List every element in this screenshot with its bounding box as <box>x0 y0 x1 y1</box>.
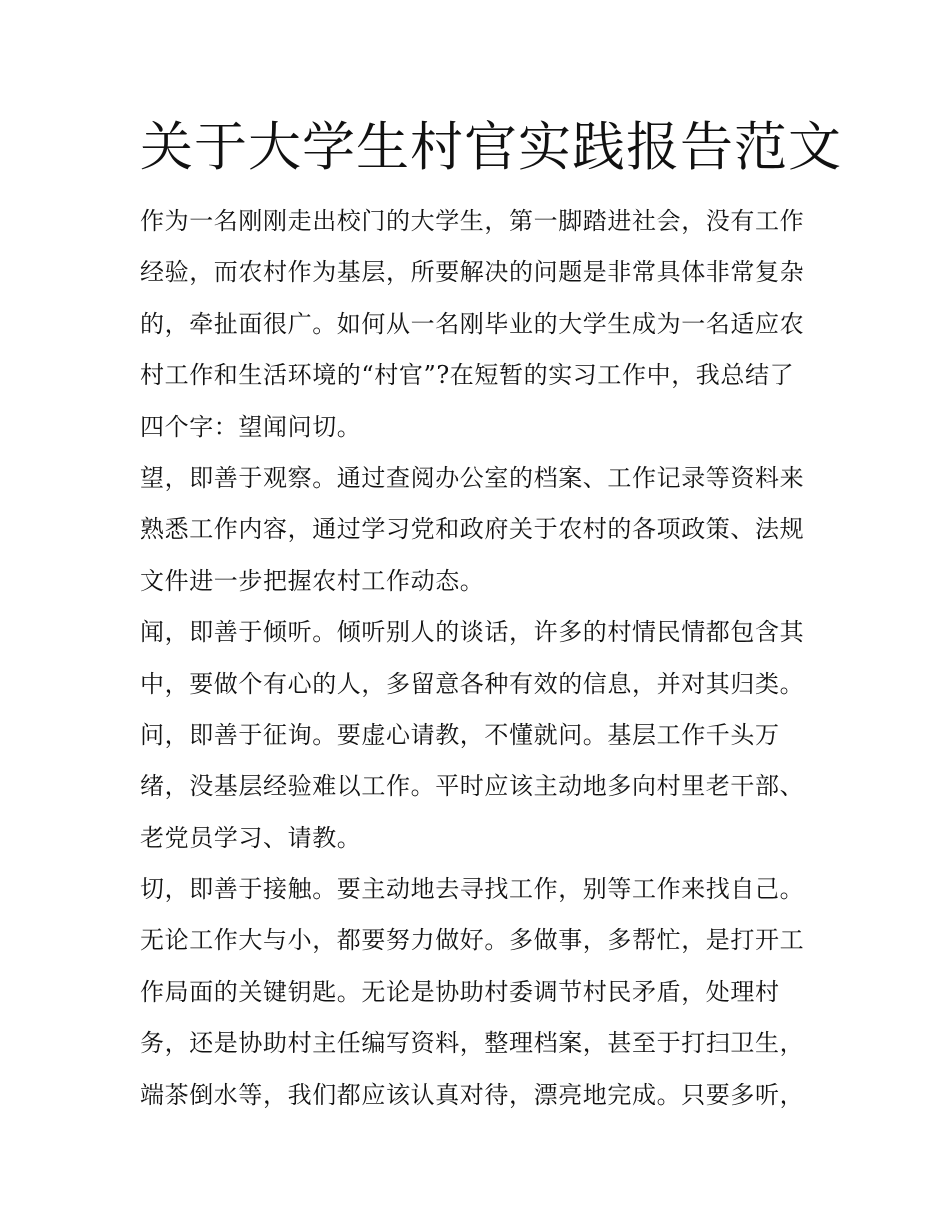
text-line: 老党员学习、请教。 <box>140 823 362 852</box>
text-line: 作局面的关键钥匙。无论是协助村委调节村民矛盾，处理村 <box>140 977 780 1006</box>
text-line: 绪，没基层经验难以工作。平时应该主动地多向村里老干部、 <box>140 772 805 801</box>
text-line: 熟悉工作内容，通过学习党和政府关于农村的各项政策、法规 <box>140 515 805 544</box>
text-line: 文件进一步把握农村工作动态。 <box>140 566 485 595</box>
document-body <box>140 196 840 1121</box>
text-line: 切，即善于接触。要主动地去寻找工作，别等工作来找自己。 <box>140 875 805 904</box>
text-line: 无论工作大与小，都要努力做好。多做事，多帮忙，是打开工 <box>140 926 805 955</box>
text-line: 四个字：望闻问切。 <box>140 412 362 441</box>
text-line: 中，要做个有心的人，多留意各种有效的信息，并对其归类。 <box>140 669 805 698</box>
text-line: 的，牵扯面很广。如何从一名刚毕业的大学生成为一名适应农 <box>140 309 805 338</box>
text-line: 经验，而农村作为基层，所要解决的问题是非常具体非常复杂 <box>140 258 805 287</box>
text-line: 务，还是协助村主任编写资料，整理档案，甚至于打扫卫生， <box>140 1029 805 1058</box>
page-title: 关于大学生村官实践报告范文 <box>140 117 842 178</box>
text-line: 村工作和生活环境的“村官”?在短暂的实习工作中，我总结了 <box>140 361 795 390</box>
text-line: 望，即善于观察。通过查阅办公室的档案、工作记录等资料来 <box>140 463 805 492</box>
text-line: 端茶倒水等，我们都应该认真对待，漂亮地完成。只要多听， <box>140 1080 805 1109</box>
text-line: 闻，即善于倾听。倾听别人的谈话，许多的村情民情都包含其 <box>140 618 805 647</box>
text-line: 问，即善于征询。要虚心请教，不懂就问。基层工作千头万 <box>140 720 780 749</box>
text-line: 作为一名刚刚走出校门的大学生，第一脚踏进社会，没有工作 <box>140 207 805 235</box>
